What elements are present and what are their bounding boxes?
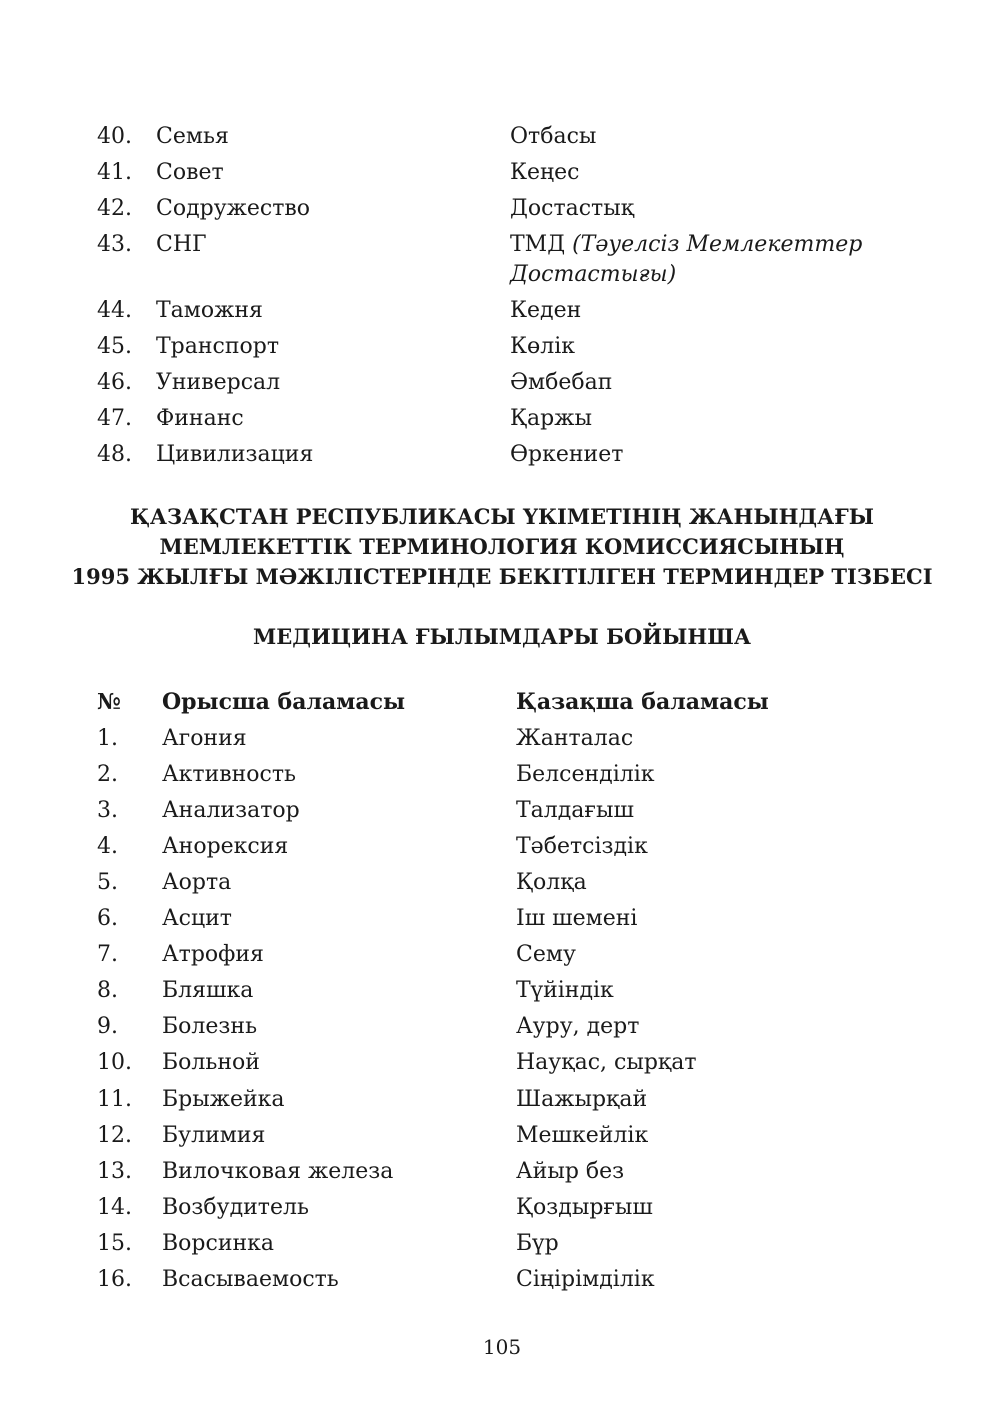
kazakh-term: Іш шемені [516, 906, 638, 931]
item-number: 12. [97, 1123, 132, 1148]
russian-term: СНГ [156, 232, 207, 257]
item-number: 6. [97, 906, 118, 931]
heading-line-3: 1995 ЖЫЛҒЫ МӘЖІЛІСТЕРІНДЕ БЕКІТІЛГЕН ТЕРМИНДЕР ТІЗБЕСІ [71, 564, 933, 589]
kazakh-term: Отбасы [510, 124, 597, 149]
item-number: 3. [97, 798, 118, 823]
russian-term: Таможня [156, 298, 263, 323]
russian-term: Анализатор [162, 798, 300, 823]
kazakh-term: Әмбебап [510, 370, 613, 395]
russian-term: Всасываемость [162, 1267, 339, 1292]
kazakh-term: Қоздырғыш [516, 1195, 653, 1220]
russian-term: Бляшка [162, 978, 254, 1003]
item-number: 41. [97, 160, 132, 185]
item-number: 4. [97, 834, 118, 859]
russian-term: Булимия [162, 1123, 266, 1148]
header-kazakh: Қазақша баламасы [516, 689, 769, 715]
item-number: 43. [97, 232, 132, 257]
item-number: 5. [97, 870, 118, 895]
kazakh-term-note-line2: Достастығы) [510, 262, 677, 287]
russian-term: Болезнь [162, 1014, 258, 1039]
russian-term: Атрофия [162, 942, 264, 967]
russian-term: Аорта [162, 870, 232, 895]
russian-term: Активность [162, 762, 297, 787]
item-number: 1. [97, 726, 118, 751]
russian-term: Возбудитель [162, 1195, 309, 1220]
section-subtitle: МЕДИЦИНА ҒЫЛЫМДАРЫ БОЙЫНША [253, 624, 751, 649]
item-number: 40. [97, 124, 132, 149]
heading-line-1: ҚАЗАҚСТАН РЕСПУБЛИКАСЫ ҮКІМЕТІНІҢ ЖАНЫНДАҒЫ [130, 504, 874, 529]
kazakh-term: Айыр без [516, 1159, 625, 1184]
kazakh-term: Талдағыш [516, 798, 634, 823]
item-number: 16. [97, 1267, 132, 1292]
item-number: 46. [97, 370, 132, 395]
page-number: 105 [482, 1335, 522, 1359]
kazakh-term: Сіңірімділік [516, 1267, 655, 1292]
kazakh-term-note-line1: (Тәуелсіз Мемлекеттер [572, 232, 863, 257]
russian-term: Содружество [156, 196, 311, 221]
kazakh-term: Қолқа [516, 870, 587, 895]
russian-term: Цивилизация [156, 442, 314, 467]
kazakh-term: Кеңес [510, 160, 580, 185]
russian-term: Вилочковая железа [162, 1159, 394, 1184]
russian-term: Семья [156, 124, 229, 149]
kazakh-term: Қаржы [510, 406, 592, 431]
kazakh-term: Белсенділік [516, 762, 655, 787]
kazakh-term: Кеден [510, 298, 582, 323]
russian-term: Универсал [156, 370, 281, 395]
item-number: 42. [97, 196, 132, 221]
russian-term: Агония [162, 726, 247, 751]
item-number: 47. [97, 406, 132, 431]
kazakh-term: Көлік [510, 334, 576, 359]
item-number: 2. [97, 762, 118, 787]
kazakh-term: Сему [516, 942, 576, 967]
russian-term: Совет [156, 160, 224, 185]
item-number: 8. [97, 978, 118, 1003]
russian-term: Ворсинка [162, 1231, 275, 1256]
kazakh-term: Ауру, дерт [516, 1014, 640, 1039]
russian-term: Транспорт [156, 334, 280, 359]
kazakh-term: Түйіндік [516, 978, 614, 1003]
kazakh-term: ТМД [510, 232, 566, 257]
item-number: 9. [97, 1014, 118, 1039]
header-russian: Орысша баламасы [162, 689, 406, 715]
kazakh-term-with-note [510, 230, 862, 290]
item-number: 7. [97, 942, 118, 967]
header-number: № [97, 689, 121, 715]
russian-term: Брыжейка [162, 1087, 285, 1112]
item-number: 44. [97, 298, 132, 323]
russian-term: Асцит [162, 906, 232, 931]
kazakh-term: Тәбетсіздік [516, 834, 648, 859]
kazakh-term: Өркениет [510, 442, 624, 467]
item-number: 14. [97, 1195, 132, 1220]
item-number: 10. [97, 1050, 132, 1075]
russian-term: Финанс [156, 406, 244, 431]
item-number: 11. [97, 1087, 132, 1112]
heading-line-2: МЕМЛЕКЕТТІК ТЕРМИНОЛОГИЯ КОМИССИЯСЫНЫҢ [159, 534, 845, 559]
russian-term: Больной [162, 1050, 260, 1075]
item-number: 13. [97, 1159, 132, 1184]
russian-term: Анорексия [162, 834, 289, 859]
kazakh-term: Шажырқай [516, 1087, 648, 1112]
kazakh-term: Науқас, сырқат [516, 1050, 697, 1075]
item-number: 48. [97, 442, 132, 467]
item-number: 15. [97, 1231, 132, 1256]
kazakh-term: Мешкейлік [516, 1123, 649, 1148]
kazakh-term: Бүр [516, 1231, 559, 1256]
kazakh-term: Жанталас [516, 726, 634, 751]
item-number: 45. [97, 334, 132, 359]
kazakh-term: Достастық [510, 196, 635, 221]
